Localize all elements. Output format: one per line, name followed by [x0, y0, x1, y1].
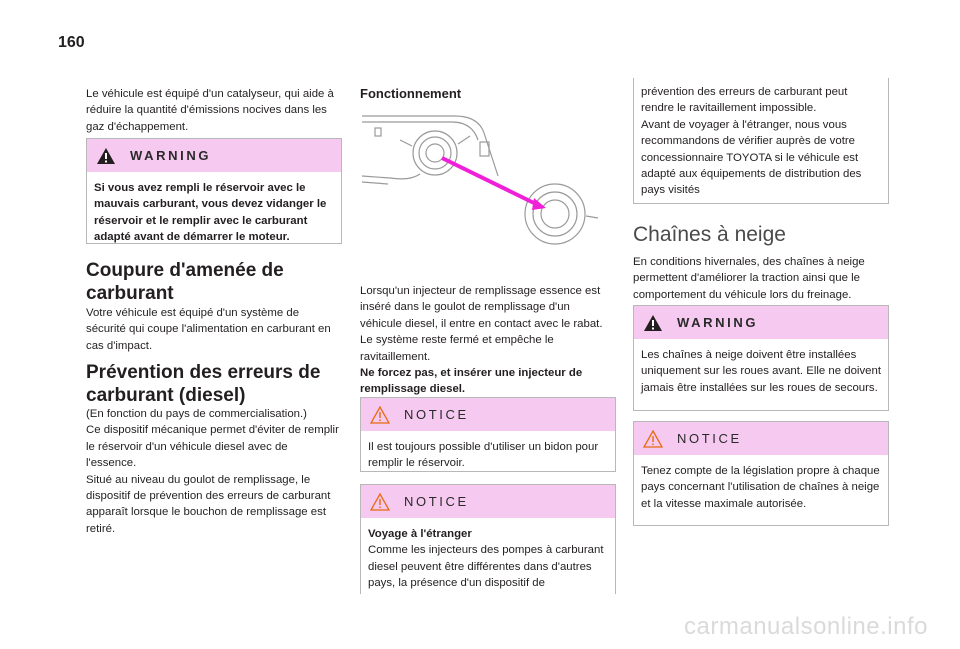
section-title-operation: Fonctionnement: [360, 86, 462, 101]
title-line-1: Coupure d'amenée de: [86, 260, 284, 281]
filler-neck-illustration: [360, 106, 610, 271]
title-line-2: carburant: [86, 283, 174, 304]
paragraph: Lorsqu'un injecteur de remplissage essence est inséré dans le goulot de remplissage d'un véhicule diesel, il entre en contact avec le rabat. Le système reste fermé et empêche le ravitaillement.: [360, 285, 603, 363]
section-title-misfuel-prevention: [86, 361, 320, 407]
notice-text: Comme les injecteurs des pompes à carburant diesel peuvent être différentes dans d'autres pays, la présence d'un dispositif de: [368, 544, 604, 590]
notice-title: NOTICE: [404, 407, 469, 422]
warning-box-fuel: [86, 138, 342, 244]
title-line-1: Prévention des erreurs de: [86, 362, 321, 383]
paragraph-bold: Ne forcez pas, et insérer une injecteur de remplissage diesel.: [360, 367, 583, 396]
warning-text: Si vous avez rempli le réservoir avec le mauvais carburant, vous devez vidanger le réservoir et le remplir avec le carburant adapté avant de démarrer le moteur.: [94, 182, 327, 244]
warning-header: [634, 306, 888, 339]
section-title-fuel-cutoff: [86, 259, 284, 305]
fuel-cutoff-text: Votre véhicule est équipé d'un système de sécurité qui coupe l'alimentation en carburant en cas d'impact.: [86, 307, 331, 352]
paragraph: (En fonction du pays de commercialisation.): [86, 408, 307, 420]
notice-box-legislation: [633, 421, 889, 526]
warning-text: Les chaînes à neige doivent être installées uniquement sur les roues avant. Elle ne doivent jamais être installées sur les roues de secours.: [641, 349, 881, 394]
notice-icon: [370, 493, 390, 511]
notice-title: NOTICE: [677, 431, 742, 446]
notice-header: [361, 398, 615, 431]
warning-box-chains: [633, 305, 889, 411]
snow-chains-text: En conditions hivernales, des chaînes à neige permettent d'améliorer la traction ainsi que le comportement du véhicule lors du freinage.: [633, 256, 865, 301]
notice-icon: [370, 406, 390, 424]
paragraph: Avant de voyager à l'étranger, nous vous recommandons de vérifier auprès de votre concessionnaire TOYOTA si le véhicule est adapté aux équipements de distribution des pays visités: [641, 118, 862, 197]
notice-header: [361, 485, 615, 518]
section-title-snow-chains: Chaînes à neige: [633, 223, 786, 246]
paragraph: Situé au niveau du goulot de remplissage, le dispositif de prévention des erreurs de carburant apparaît lorsque le bouchon de remplissage est retiré.: [86, 473, 331, 535]
warning-icon: [643, 314, 663, 332]
paragraph: Ce dispositif mécanique permet d'éviter de remplir le réservoir d'un véhicule diesel avec de l'essence.: [86, 424, 339, 470]
notice-box-continued: [633, 78, 889, 204]
paragraph: prévention des erreurs de carburant peut rendre le ravitaillement impossible.: [641, 86, 848, 115]
notice-header: [634, 422, 888, 455]
notice-icon: [643, 430, 663, 448]
notice-text: Tenez compte de la législation propre à chaque pays concernant l'utilisation de chaînes à neige et la vitesse maximale autorisée.: [641, 465, 880, 510]
operation-description: [360, 283, 610, 398]
notice-title: NOTICE: [404, 494, 469, 509]
notice-box-can: [360, 397, 616, 472]
watermark: carmanualsonline.info: [684, 613, 928, 640]
warning-title: WARNING: [130, 148, 212, 163]
page-number: 160: [58, 34, 85, 51]
title-line-2: carburant (diesel): [86, 385, 246, 406]
notice-box-travel: [360, 484, 616, 594]
notice-text: Il est toujours possible d'utiliser un bidon pour remplir le réservoir.: [368, 441, 599, 470]
misfuel-prevention-text: [86, 406, 341, 537]
catalyst-intro: Le véhicule est équipé d'un catalyseur, qui aide à réduire la quantité d'émissions nocives dans les gaz d'échappement.: [86, 88, 334, 133]
warning-header: [87, 139, 341, 172]
warning-title: WARNING: [677, 315, 759, 330]
notice-subtitle: Voyage à l'étranger: [368, 528, 472, 540]
warning-icon: [96, 147, 116, 165]
